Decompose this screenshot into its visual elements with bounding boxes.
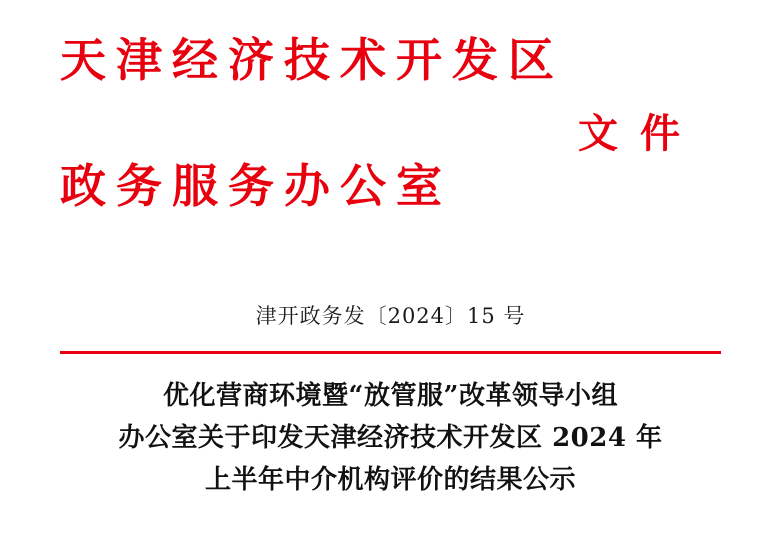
masthead-line-2: 政务服务办公室 — [60, 159, 452, 213]
document-number: 津开政务发〔2024〕15 号 — [255, 304, 526, 328]
masthead-line-1: 天津经济技术开发区 — [60, 33, 564, 87]
title-line-2: 办公室关于印发天津经济技术开发区 2024 年 — [118, 423, 663, 454]
document-title — [60, 375, 721, 501]
title-line-1: 优化营商环境暨“放管服”改革领导小组 — [163, 381, 618, 411]
red-divider-rule — [60, 351, 721, 354]
masthead-document-word: 文件 — [578, 110, 702, 157]
title-line-3: 上半年中介机构评价的结果公示 — [204, 465, 576, 496]
